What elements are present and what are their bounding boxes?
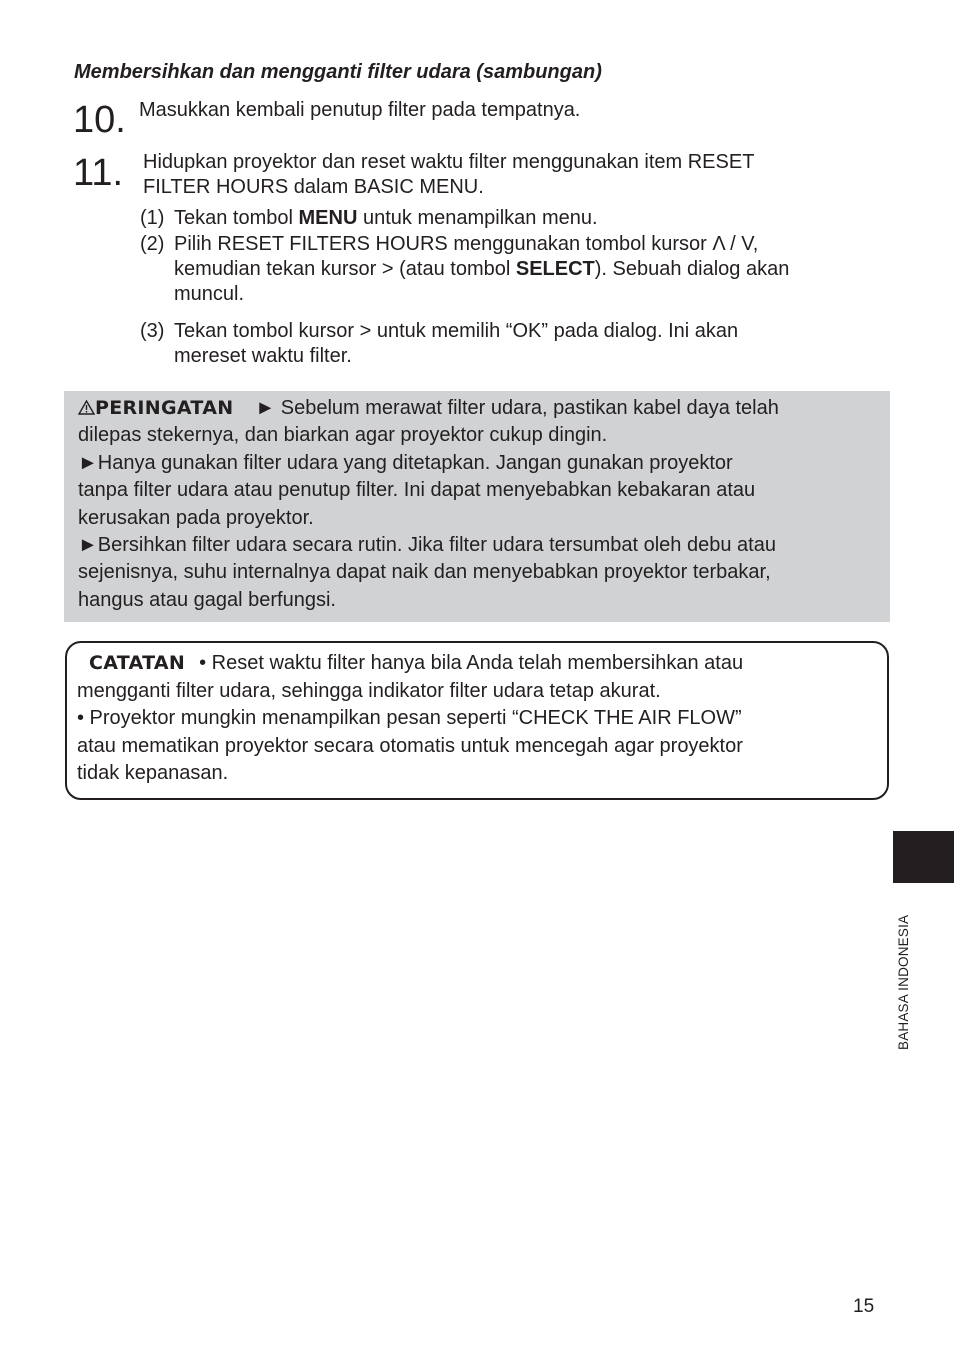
substep-text: muncul. (174, 283, 245, 305)
language-tab (893, 831, 954, 883)
note-text: mengganti filter udara, sehingga indikator filter udara tetap akurat. (77, 679, 661, 702)
step-11-text (143, 150, 754, 200)
substep-text: kemudian tekan kursor > (atau tombol (174, 258, 516, 280)
select-button-name: SELECT (515, 258, 595, 280)
substep-label: (3) (140, 320, 165, 342)
step-11-text-line: FILTER HOURS dalam BASIC MENU. (143, 176, 484, 198)
page-number: 15 (853, 1296, 875, 1317)
step-11-text-line: Hidupkan proyektor dan reset waktu filter menggunakan item RESET (143, 151, 755, 173)
warning-text: sejenisnya, suhu internalnya dapat naik dan menyebabkan proyektor terbakar, (78, 561, 771, 584)
substep-text: untuk menampilkan menu. (357, 207, 598, 229)
language-label: BAHASA INDONESIA (896, 914, 911, 1050)
note-text: atau mematikan proyektor secara otomatis untuk mencegah agar proyektor (77, 734, 743, 757)
step-10-text: Masukkan kembali penutup filter pada tempatnya. (139, 99, 581, 121)
substep-1 (140, 206, 598, 231)
menu-button-name: MENU (298, 207, 358, 229)
substep-text: Pilih RESET FILTERS HOURS menggunakan tombol kursor Λ / V, (174, 233, 759, 255)
substep-text: Tekan tombol kursor > untuk memilih “OK” pada dialog. Ini akan (174, 320, 739, 342)
note-heading: CATATAN (89, 652, 186, 674)
note-text: • Reset waktu filter hanya bila Anda telah membersihkan atau (199, 652, 744, 674)
warning-text: ►Bersihkan filter udara secara rutin. Jika filter udara tersumbat oleh debu atau (78, 534, 776, 557)
substep-text: ). Sebuah dialog akan (594, 258, 790, 280)
warning-text: ►Hanya gunakan filter udara yang ditetapkan. Jangan gunakan proyektor (78, 451, 733, 474)
step-number-11: 11. (73, 152, 124, 194)
warning-text: tanpa filter udara atau penutup filter. Ini dapat menyebabkan kebakaran atau (78, 479, 756, 502)
section-title: Membersihkan dan mengganti filter udara (sambungan) (74, 61, 602, 83)
step-number-10: 10. (73, 99, 126, 141)
warning-text: ► Sebelum merawat filter udara, pastikan kabel daya telah (255, 397, 779, 419)
substep-text: Tekan tombol (174, 207, 299, 229)
substep-2 (140, 232, 789, 307)
warning-text: kerusakan pada proyektor. (78, 506, 314, 529)
substep-3 (140, 319, 738, 369)
warning-triangle-icon (78, 400, 95, 415)
substep-text: mereset waktu filter. (174, 345, 352, 367)
warning-heading: PERINGATAN (95, 397, 234, 419)
substep-label: (2) (140, 233, 165, 255)
warning-text: hangus atau gagal berfungsi. (78, 588, 336, 611)
note-box (65, 641, 889, 800)
warning-box (64, 391, 890, 622)
substep-label: (1) (140, 207, 165, 229)
note-text: • Proyektor mungkin menampilkan pesan seperti “CHECK THE AIR FLOW” (77, 707, 742, 730)
note-text: tidak kepanasan. (77, 762, 229, 785)
warning-text: dilepas stekernya, dan biarkan agar proyektor cukup dingin. (78, 424, 608, 447)
